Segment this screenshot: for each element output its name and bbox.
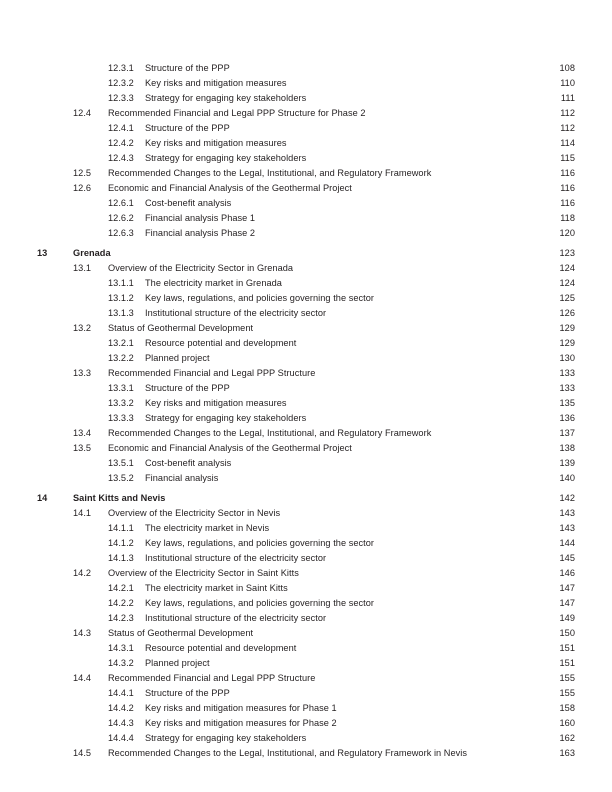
toc-entry-page-number: 112 — [560, 123, 575, 133]
toc-subsection-entry[interactable] — [0, 701, 612, 716]
toc-subsection-entry[interactable] — [0, 471, 612, 486]
toc-entry-page-number: 137 — [559, 428, 575, 438]
toc-entry-page-number: 116 — [560, 183, 575, 193]
toc-entry-page-number: 163 — [559, 748, 575, 758]
toc-section-entry[interactable] — [0, 261, 612, 276]
toc-entry-title: Key laws, regulations, and policies governing the sector — [145, 538, 375, 548]
toc-entry-number: 14.1.2 — [108, 538, 134, 548]
toc-section-entry[interactable] — [0, 671, 612, 686]
toc-entry-title: Cost-benefit analysis — [145, 458, 232, 468]
toc-subsection-entry[interactable] — [0, 226, 612, 241]
toc-entry-title: Strategy for engaging key stakeholders — [145, 413, 307, 423]
toc-section-entry[interactable] — [0, 566, 612, 581]
toc-entry-title: Saint Kitts and Nevis — [73, 493, 166, 503]
toc-entry-title: Recommended Financial and Legal PPP Structure for Phase 2 — [108, 108, 366, 118]
toc-entry-title: Recommended Financial and Legal PPP Structure — [108, 673, 316, 683]
toc-entry-title: Key risks and mitigation measures for Phase 1 — [145, 703, 337, 713]
toc-entry-page-number: 129 — [559, 323, 575, 333]
toc-subsection-entry[interactable] — [0, 351, 612, 366]
toc-entry-page-number: 129 — [559, 338, 575, 348]
toc-entry-page-number: 125 — [559, 293, 575, 303]
toc-chapter-entry[interactable] — [0, 491, 612, 506]
toc-subsection-entry[interactable] — [0, 521, 612, 536]
toc-entry-title: Overview of the Electricity Sector in Grenada — [108, 263, 294, 273]
toc-subsection-entry[interactable] — [0, 411, 612, 426]
toc-entry-page-number: 133 — [559, 383, 575, 393]
toc-entry-number: 14.2.3 — [108, 613, 134, 623]
toc-subsection-entry[interactable] — [0, 381, 612, 396]
toc-subsection-entry[interactable] — [0, 551, 612, 566]
toc-entry-page-number: 142 — [559, 493, 575, 503]
toc-entry-title: Resource potential and development — [145, 643, 297, 653]
toc-entry-number: 13 — [37, 248, 48, 258]
toc-entry-page-number: 126 — [559, 308, 575, 318]
toc-section-entry[interactable] — [0, 441, 612, 456]
toc-subsection-entry[interactable] — [0, 306, 612, 321]
toc-subsection-entry[interactable] — [0, 456, 612, 471]
toc-entry-number: 12.4.1 — [108, 123, 134, 133]
toc-subsection-entry[interactable] — [0, 396, 612, 411]
toc-entry-page-number: 150 — [559, 628, 575, 638]
toc-entry-page-number: 147 — [559, 583, 575, 593]
toc-entry-page-number: 124 — [559, 263, 575, 273]
toc-entry-title: Key laws, regulations, and policies governing the sector — [145, 293, 375, 303]
toc-section-entry[interactable] — [0, 181, 612, 196]
toc-entry-title: Structure of the PPP — [145, 688, 230, 698]
toc-entry-page-number: 149 — [559, 613, 575, 623]
toc-subsection-entry[interactable] — [0, 276, 612, 291]
toc-subsection-entry[interactable] — [0, 61, 612, 76]
toc-entry-number: 13.1.2 — [108, 293, 134, 303]
toc-subsection-entry[interactable] — [0, 76, 612, 91]
toc-entry-page-number: 143 — [559, 523, 575, 533]
toc-subsection-entry[interactable] — [0, 336, 612, 351]
toc-entry-page-number: 145 — [559, 553, 575, 563]
toc-entry-number: 13.2.1 — [108, 338, 134, 348]
table-of-contents — [0, 61, 612, 761]
toc-entry-number: 14.5 — [73, 748, 92, 758]
toc-entry-number: 14.4.4 — [108, 733, 134, 743]
toc-entry-page-number: 135 — [559, 398, 575, 408]
toc-entry-title: Overview of the Electricity Sector in Nevis — [108, 508, 281, 518]
toc-entry-title: Recommended Financial and Legal PPP Structure — [108, 368, 316, 378]
toc-entry-title: Strategy for engaging key stakeholders — [145, 93, 307, 103]
toc-section-entry[interactable] — [0, 626, 612, 641]
toc-entry-number: 13.1.1 — [108, 278, 134, 288]
toc-entry-title: Resource potential and development — [145, 338, 297, 348]
toc-entry-title: Institutional structure of the electricity sector — [145, 308, 327, 318]
toc-entry-page-number: 138 — [559, 443, 575, 453]
toc-subsection-entry[interactable] — [0, 641, 612, 656]
toc-entry-title: Institutional structure of the electricity sector — [145, 613, 327, 623]
toc-entry-number: 14.2.2 — [108, 598, 134, 608]
toc-entry-title: Key risks and mitigation measures — [145, 78, 287, 88]
toc-entry-number: 13.5.1 — [108, 458, 134, 468]
toc-entry-page-number: 155 — [559, 688, 575, 698]
toc-entry-title: The electricity market in Saint Kitts — [145, 583, 288, 593]
toc-entry-title: Recommended Changes to the Legal, Institutional, and Regulatory Framework — [108, 168, 432, 178]
toc-entry-number: 13.5 — [73, 443, 92, 453]
toc-entry-number: 12.3.1 — [108, 63, 134, 73]
toc-entry-page-number: 162 — [559, 733, 575, 743]
toc-entry-page-number: 158 — [559, 703, 575, 713]
toc-entry-number: 12.6.2 — [108, 213, 134, 223]
toc-entry-page-number: 120 — [559, 228, 575, 238]
toc-entry-title: Key risks and mitigation measures for Phase 2 — [145, 718, 337, 728]
toc-section-entry[interactable] — [0, 366, 612, 381]
toc-entry-title: Strategy for engaging key stakeholders — [145, 153, 307, 163]
toc-subsection-entry[interactable] — [0, 291, 612, 306]
toc-entry-page-number: 110 — [560, 78, 575, 88]
toc-entry-number: 13.4 — [73, 428, 92, 438]
toc-subsection-entry[interactable] — [0, 716, 612, 731]
toc-subsection-entry[interactable] — [0, 121, 612, 136]
toc-subsection-entry[interactable] — [0, 196, 612, 211]
toc-entry-page-number: 139 — [559, 458, 575, 468]
toc-entry-number: 13.3 — [73, 368, 92, 378]
toc-entry-title: Status of Geothermal Development — [108, 323, 254, 333]
toc-entry-page-number: 130 — [559, 353, 575, 363]
toc-subsection-entry[interactable] — [0, 151, 612, 166]
toc-entry-number: 14 — [37, 493, 48, 503]
toc-entry-page-number: 112 — [560, 108, 575, 118]
toc-entry-page-number: 115 — [560, 153, 575, 163]
toc-entry-page-number: 111 — [560, 93, 575, 103]
toc-entry-page-number: 151 — [559, 643, 575, 653]
toc-entry-page-number: 116 — [560, 168, 575, 178]
toc-entry-title: Institutional structure of the electricity sector — [145, 553, 327, 563]
toc-entry-page-number: 133 — [559, 368, 575, 378]
toc-entry-title: Cost-benefit analysis — [145, 198, 232, 208]
toc-entry-number: 12.5 — [73, 168, 92, 178]
toc-entry-page-number: 108 — [559, 63, 575, 73]
toc-entry-number: 14.2 — [73, 568, 92, 578]
toc-subsection-entry[interactable] — [0, 656, 612, 671]
toc-entry-title: Structure of the PPP — [145, 123, 230, 133]
toc-entry-title: Key laws, regulations, and policies governing the sector — [145, 598, 375, 608]
toc-entry-number: 13.2.2 — [108, 353, 134, 363]
toc-subsection-entry[interactable] — [0, 211, 612, 226]
toc-entry-title: Structure of the PPP — [145, 63, 230, 73]
toc-entry-number: 13.3.2 — [108, 398, 134, 408]
toc-entry-number: 13.3.3 — [108, 413, 134, 423]
toc-entry-page-number: 147 — [559, 598, 575, 608]
toc-entry-title: Strategy for engaging key stakeholders — [145, 733, 307, 743]
toc-entry-title: Planned project — [145, 658, 210, 668]
toc-entry-title: Planned project — [145, 353, 210, 363]
toc-entry-number: 12.6.1 — [108, 198, 134, 208]
toc-entry-number: 13.1 — [73, 263, 92, 273]
toc-entry-page-number: 144 — [559, 538, 575, 548]
toc-subsection-entry[interactable] — [0, 596, 612, 611]
toc-entry-number: 14.3.2 — [108, 658, 134, 668]
toc-entry-number: 14.4.2 — [108, 703, 134, 713]
toc-entry-page-number: 124 — [559, 278, 575, 288]
toc-entry-number: 12.6.3 — [108, 228, 134, 238]
toc-entry-title: The electricity market in Nevis — [145, 523, 270, 533]
toc-subsection-entry[interactable] — [0, 686, 612, 701]
toc-section-entry[interactable] — [0, 426, 612, 441]
toc-entry-title: Economic and Financial Analysis of the Geothermal Project — [108, 183, 352, 193]
toc-entry-number: 14.1.1 — [108, 523, 134, 533]
toc-entry-number: 13.1.3 — [108, 308, 134, 318]
toc-entry-number: 12.3.3 — [108, 93, 134, 103]
toc-entry-title: Structure of the PPP — [145, 383, 230, 393]
toc-entry-number: 14.3.1 — [108, 643, 134, 653]
toc-entry-page-number: 155 — [559, 673, 575, 683]
toc-entry-page-number: 140 — [559, 473, 575, 483]
toc-entry-number: 14.4 — [73, 673, 92, 683]
toc-entry-number: 14.3 — [73, 628, 92, 638]
toc-entry-number: 14.4.1 — [108, 688, 134, 698]
toc-entry-page-number: 118 — [560, 213, 575, 223]
toc-entry-page-number: 146 — [559, 568, 575, 578]
toc-entry-title: Financial analysis Phase 1 — [145, 213, 256, 223]
toc-section-entry[interactable] — [0, 321, 612, 336]
toc-section-entry[interactable] — [0, 166, 612, 181]
toc-entry-title: Financial analysis Phase 2 — [145, 228, 256, 238]
toc-entry-number: 12.3.2 — [108, 78, 134, 88]
toc-entry-number: 12.4.3 — [108, 153, 134, 163]
toc-subsection-entry[interactable] — [0, 611, 612, 626]
toc-entry-number: 14.4.3 — [108, 718, 134, 728]
toc-entry-title: Grenada — [73, 248, 111, 258]
toc-entry-number: 13.2 — [73, 323, 92, 333]
toc-entry-title: Economic and Financial Analysis of the Geothermal Project — [108, 443, 352, 453]
toc-entry-title: The electricity market in Grenada — [145, 278, 282, 288]
toc-entry-page-number: 136 — [559, 413, 575, 423]
toc-entry-title: Recommended Changes to the Legal, Institutional, and Regulatory Framework — [108, 428, 432, 438]
toc-entry-page-number: 123 — [559, 248, 575, 258]
toc-entry-page-number: 114 — [560, 138, 575, 148]
toc-entry-number: 12.4 — [73, 108, 92, 118]
toc-entry-number: 13.5.2 — [108, 473, 134, 483]
toc-subsection-entry[interactable] — [0, 91, 612, 106]
toc-entry-number: 14.2.1 — [108, 583, 134, 593]
toc-subsection-entry[interactable] — [0, 536, 612, 551]
toc-entry-number: 12.4.2 — [108, 138, 134, 148]
toc-subsection-entry[interactable] — [0, 581, 612, 596]
toc-subsection-entry[interactable] — [0, 136, 612, 151]
toc-entry-page-number: 151 — [559, 658, 575, 668]
toc-entry-title: Status of Geothermal Development — [108, 628, 254, 638]
toc-entry-page-number: 160 — [559, 718, 575, 728]
toc-section-entry[interactable] — [0, 506, 612, 521]
toc-entry-number: 13.3.1 — [108, 383, 134, 393]
toc-entry-title: Key risks and mitigation measures — [145, 138, 287, 148]
toc-entry-title: Key risks and mitigation measures — [145, 398, 287, 408]
toc-entry-title: Overview of the Electricity Sector in Saint Kitts — [108, 568, 299, 578]
toc-entry-page-number: 116 — [560, 198, 575, 208]
toc-entry-page-number: 143 — [559, 508, 575, 518]
toc-chapter-entry[interactable] — [0, 246, 612, 261]
toc-entry-number: 12.6 — [73, 183, 92, 193]
toc-section-entry[interactable] — [0, 106, 612, 121]
toc-entry-number: 14.1.3 — [108, 553, 134, 563]
toc-entry-title: Financial analysis — [145, 473, 219, 483]
toc-section-entry[interactable] — [0, 746, 612, 761]
toc-entry-number: 14.1 — [73, 508, 92, 518]
toc-entry-title: Recommended Changes to the Legal, Institutional, and Regulatory Framework in Nevis — [108, 748, 468, 758]
toc-subsection-entry[interactable] — [0, 731, 612, 746]
